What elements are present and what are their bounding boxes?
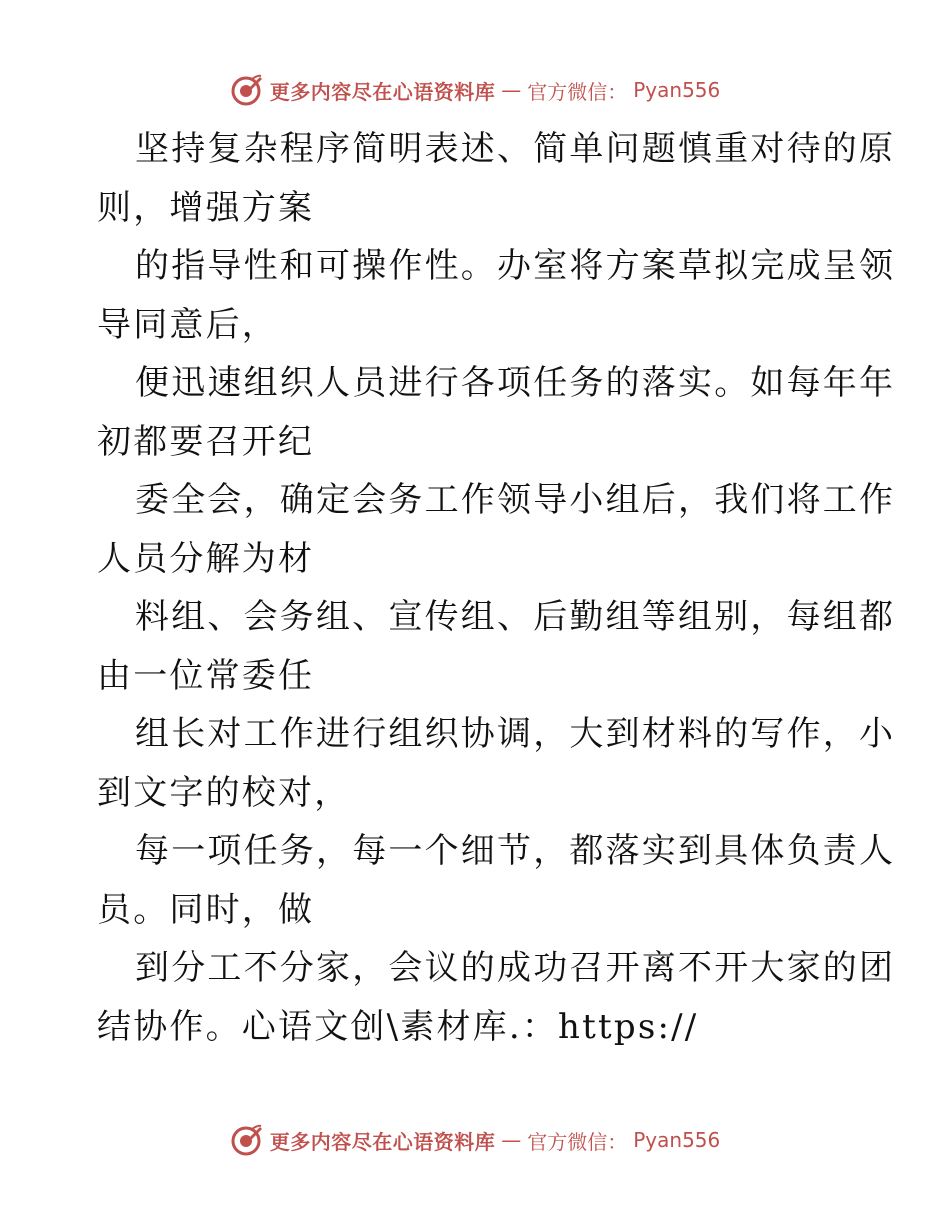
body-line: 人员分解为材 xyxy=(97,538,315,579)
body-line: 每一项任务，每一个细节，都落实到具体负责人 xyxy=(135,831,896,871)
body-line: 的指导性和可操作性。办室将方案草拟完成呈领 xyxy=(135,246,896,286)
body-line: 初都要召开纪 xyxy=(97,421,315,462)
body-line: 委全会，确定会务工作领导小组后，我们将工作 xyxy=(135,480,896,520)
header-banner xyxy=(0,70,950,110)
header-wechat-label: 官方微信： xyxy=(527,79,628,104)
body-line: 组长对工作进行组织协调，大到材料的写作，小 xyxy=(135,714,896,754)
body-line: 到文字的校对， xyxy=(97,772,351,813)
footer-wechat-id: Pyan556 xyxy=(633,1128,721,1152)
document-body xyxy=(97,120,896,1056)
header-brand-text: 更多内容尽在心语资料库 xyxy=(269,79,496,104)
footer-banner xyxy=(0,1120,950,1160)
quill-seal-icon xyxy=(230,1123,264,1157)
footer-wechat-label: 官方微信： xyxy=(527,1129,628,1154)
quill-seal-icon xyxy=(230,73,264,107)
body-line: 由一位常委任 xyxy=(97,655,315,696)
body-line: 便迅速组织人员进行各项任务的落实。如每年年 xyxy=(135,363,896,403)
body-line: 到分工不分家，会议的成功召开离不开大家的团 xyxy=(135,948,896,988)
footer-brand-text: 更多内容尽在心语资料库 xyxy=(269,1129,496,1154)
body-line: 则，增强方案 xyxy=(97,187,315,228)
body-line: 员。同时，做 xyxy=(97,889,315,930)
header-wechat-id: Pyan556 xyxy=(633,78,721,102)
body-line: 坚持复杂程序简明表述、简单问题慎重对待的原 xyxy=(135,129,896,169)
body-line: 导同意后， xyxy=(97,304,278,345)
footer-separator: — xyxy=(501,1128,522,1152)
header-separator: — xyxy=(501,78,522,102)
body-line: 料组、会务组、宣传组、后勤组等组别，每组都 xyxy=(135,597,896,637)
body-line: 结协作。心语文创\素材库.：https:// xyxy=(97,1006,699,1047)
